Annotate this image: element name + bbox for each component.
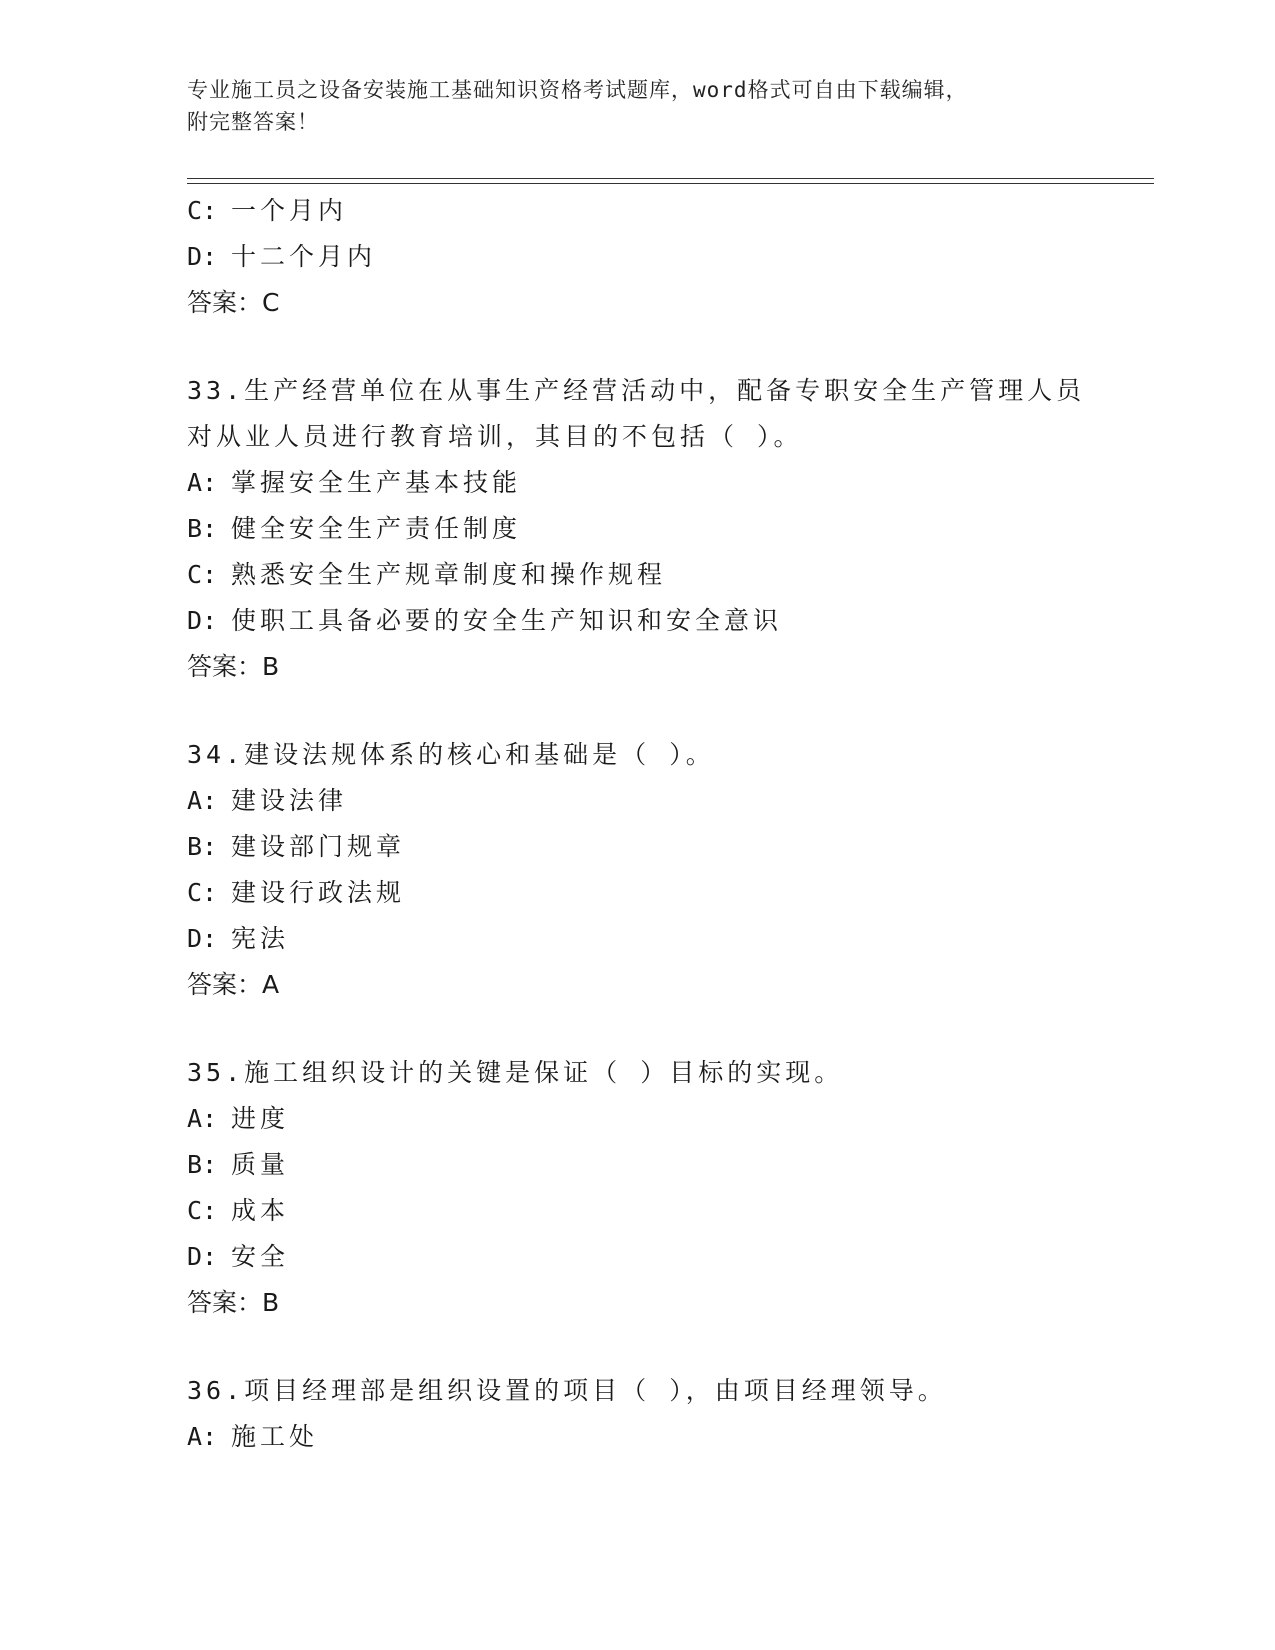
option-text: 建设部门规章 <box>231 832 406 861</box>
answer-option <box>187 1142 1117 1188</box>
option-text: 熟悉安全生产规章制度和操作规程 <box>231 560 667 589</box>
answer-value: B <box>262 652 280 681</box>
answer-option <box>187 1096 1117 1142</box>
question-stem: 35.施工组织设计的关键是保证（ ）目标的实现。 <box>187 1058 844 1087</box>
answer-line <box>187 280 1117 326</box>
answer-option <box>187 916 1117 962</box>
option-text: 建设法律 <box>231 786 348 815</box>
question-stem: 34.建设法规体系的核心和基础是（ ）。 <box>187 740 715 769</box>
option-text: 掌握安全生产基本技能 <box>231 468 522 497</box>
option-text: 安全 <box>231 1242 290 1271</box>
option-text: 建设行政法规 <box>231 878 406 907</box>
answer-option <box>187 824 1117 870</box>
option-letter: B: <box>187 1150 218 1179</box>
option-letter: D: <box>187 1242 218 1271</box>
question-block <box>187 732 1117 1008</box>
answer-label: 答案： <box>187 652 263 681</box>
option-letter: A: <box>187 1422 218 1451</box>
question-block <box>187 368 1117 690</box>
option-letter: A: <box>187 786 218 815</box>
answer-option <box>187 1188 1117 1234</box>
answer-option <box>187 598 1117 644</box>
answer-option <box>187 870 1117 916</box>
answer-value: C <box>262 288 280 317</box>
answer-option <box>187 188 1117 234</box>
option-text: 成本 <box>231 1196 290 1225</box>
option-text: 健全安全生产责任制度 <box>231 514 522 543</box>
option-text: 施工处 <box>231 1422 319 1451</box>
option-letter: A: <box>187 468 218 497</box>
option-letter: B: <box>187 514 218 543</box>
answer-option <box>187 1234 1117 1280</box>
answer-line <box>187 962 1117 1008</box>
document-header <box>187 74 1087 138</box>
answer-line <box>187 644 1117 690</box>
question-stem: 33.生产经营单位在从事生产经营活动中，配备专职安全生产管理人员 <box>187 376 1086 405</box>
answer-option <box>187 506 1117 552</box>
option-letter: D: <box>187 606 218 635</box>
option-letter: C: <box>187 196 218 225</box>
option-text: 一个月内 <box>231 196 348 225</box>
option-letter: C: <box>187 878 218 907</box>
answer-option <box>187 460 1117 506</box>
answer-label: 答案： <box>187 288 263 317</box>
option-text: 宪法 <box>231 924 290 953</box>
option-letter: A: <box>187 1104 218 1133</box>
answer-option <box>187 778 1117 824</box>
option-letter: B: <box>187 832 218 861</box>
option-text: 使职工具备必要的安全生产知识和安全意识 <box>231 606 783 635</box>
header-divider-bottom <box>187 183 1154 184</box>
option-letter: D: <box>187 242 218 271</box>
header-divider-top <box>187 178 1154 179</box>
answer-option <box>187 234 1117 280</box>
option-letter: D: <box>187 924 218 953</box>
header-line-1: 专业施工员之设备安装施工基础知识资格考试题库，word格式可自由下载编辑， <box>187 78 968 102</box>
answer-option <box>187 552 1117 598</box>
answer-label: 答案： <box>187 970 263 999</box>
option-text: 十二个月内 <box>231 242 377 271</box>
option-letter: C: <box>187 1196 218 1225</box>
answer-value: A <box>262 970 280 999</box>
option-text: 进度 <box>231 1104 290 1133</box>
option-letter: C: <box>187 560 218 589</box>
question-block <box>187 188 1117 326</box>
answer-value: B <box>262 1288 280 1317</box>
answer-label: 答案： <box>187 1288 263 1317</box>
question-stem: 对从业人员进行教育培训，其目的不包括（ ）。 <box>187 422 803 451</box>
option-text: 质量 <box>231 1150 290 1179</box>
question-block <box>187 1368 1117 1460</box>
question-stem: 36.项目经理部是组织设置的项目（ ），由项目经理领导。 <box>187 1376 947 1405</box>
question-list <box>187 188 1117 1502</box>
question-block <box>187 1050 1117 1326</box>
header-line-2: 附完整答案！ <box>187 110 319 134</box>
answer-option <box>187 1414 1117 1460</box>
answer-line <box>187 1280 1117 1326</box>
